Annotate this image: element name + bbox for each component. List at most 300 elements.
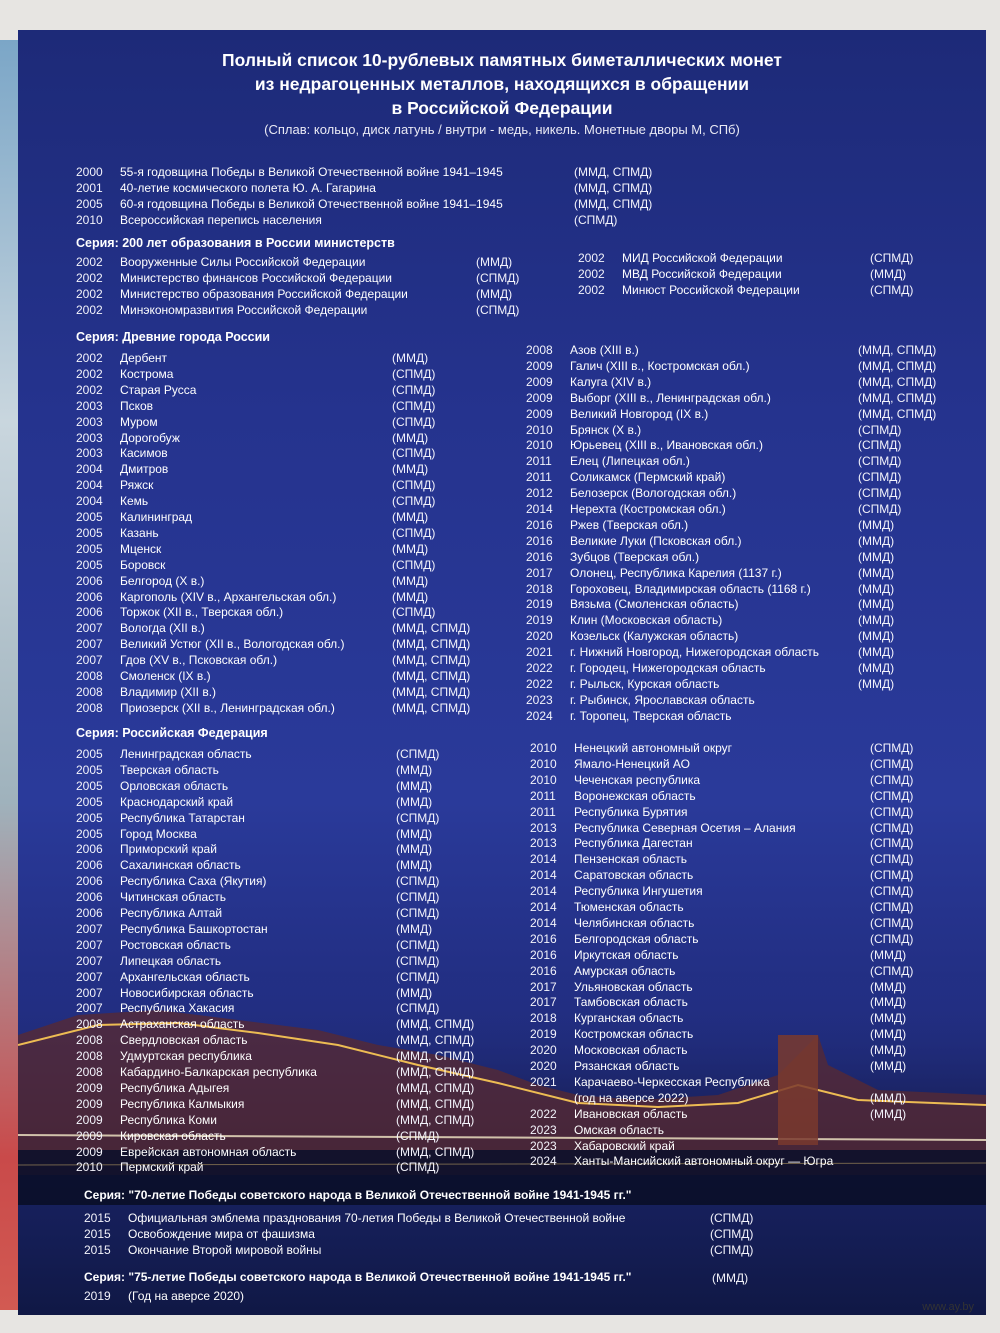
coin-mint: (ММД, СПМД): [858, 374, 937, 389]
coin-name: Нерехта (Костромская обл.): [570, 502, 726, 516]
coin-name: г. Нижний Новгород, Нижегородская область: [570, 645, 819, 660]
coin-mint: (ММД): [476, 255, 513, 269]
coin-mint: (СПМД): [710, 1227, 754, 1241]
coin-mint: (ММД, СПМД): [396, 1144, 475, 1159]
coin-year: 2008: [76, 1017, 103, 1032]
coin-year: 2008: [76, 1033, 103, 1048]
coin-name: Ненецкий автономный округ: [574, 741, 733, 755]
coin-year: 2003: [76, 446, 103, 461]
coin-mint: (СПМД): [392, 494, 436, 509]
coin-year: 2020: [530, 1043, 557, 1058]
coin-name: Казань: [120, 525, 159, 540]
coin-mint: (СПМД): [710, 1243, 754, 1257]
coin-year: 2010: [530, 741, 557, 755]
coin-name: Калуга (XIV в.): [570, 374, 652, 389]
coin-name: Республика Северная Осетия – Алания: [574, 820, 796, 835]
coin-mint: (СПМД): [870, 741, 914, 755]
coin-year: 2013: [530, 836, 557, 851]
coin-year: 2000: [76, 165, 103, 179]
coin-mint: (СПМД): [858, 470, 902, 485]
coin-mint: (СПМД): [870, 900, 914, 914]
coin-name: г. Рыльск, Курская область: [570, 676, 720, 691]
coin-year: 2005: [76, 557, 103, 572]
coin-mint: (ММД, СПМД): [858, 358, 937, 373]
coin-year: 2003: [76, 414, 103, 429]
coin-name: г. Торопец, Тверская область: [570, 708, 732, 723]
coin-mint: (ММД, СПМД): [396, 1096, 475, 1111]
coin-name: 55-я годовщина Победы в Великой Отечественной войне 1941–1945: [120, 165, 503, 179]
coin-year: 2021: [530, 1074, 557, 1089]
coin-name: Тюменская область: [574, 900, 684, 914]
coin-name: Муром: [120, 414, 158, 429]
coin-mint: (СПМД): [396, 874, 440, 889]
coin-year: 2009: [76, 1080, 103, 1095]
coin-year: 2021: [526, 645, 553, 660]
coin-year: 2005: [76, 810, 103, 825]
coin-name: Старая Русса: [120, 382, 197, 397]
coin-name: Республика Саха (Якутия): [120, 874, 267, 889]
coin-year: 2014: [526, 502, 553, 516]
coin-year: 2002: [76, 366, 103, 381]
coin-year: 2011: [530, 788, 556, 803]
coin-name: Калининград: [120, 510, 193, 524]
coin-year: 2014: [530, 852, 557, 867]
coin-name: Клин (Московская область): [570, 613, 723, 628]
coin-year: 2023: [530, 1138, 557, 1153]
coin-name: Кабардино-Балкарская республика: [120, 1065, 317, 1079]
coin-name: Дорогобуж: [120, 430, 180, 445]
coin-year: 2005: [76, 747, 103, 761]
series-title-ministries: Серия: 200 лет образования в России министерств: [76, 236, 395, 250]
coin-year: 2011: [526, 470, 552, 485]
coin-mint: (ММД): [396, 826, 433, 841]
coin-year: 2009: [526, 358, 553, 373]
coin-name: Архангельская область: [120, 969, 250, 984]
coin-year: 2024: [530, 1154, 557, 1169]
coin-name: (Год на аверсе 2020): [128, 1289, 245, 1303]
coin-name: Смоленск (IX в.): [120, 669, 211, 683]
coin-mint: (СПМД): [870, 852, 914, 867]
coin-name: Ульяновская область: [574, 979, 693, 994]
coin-year: 2011: [530, 804, 556, 819]
coin-name: Омская область: [574, 1122, 665, 1137]
coin-year: 2010: [530, 756, 557, 771]
coin-year: 2002: [578, 251, 605, 265]
coin-name: Вязьма (Смоленская область): [570, 597, 739, 612]
coin-mint: (СПМД): [870, 884, 914, 899]
coin-year: 2003: [76, 398, 103, 413]
coin-mint: (ММД): [858, 597, 895, 612]
coin-mint: (СПМД): [870, 820, 914, 835]
coin-year: 2010: [76, 213, 103, 227]
coin-mint: (СПМД): [858, 438, 902, 453]
coin-mint: (СПМД): [858, 454, 902, 469]
coin-mint: (ММД, СПМД): [574, 181, 653, 195]
coin-name: Ямало-Ненецкий АО: [574, 756, 690, 771]
coin-name: Зубцов (Тверская обл.): [570, 549, 700, 564]
title-line: в Российской Федерации: [391, 98, 613, 118]
coin-mint: (ММД, СПМД): [396, 1080, 475, 1095]
coin-mint: (ММД): [870, 1106, 907, 1121]
coin-mint: (СПМД): [392, 525, 436, 540]
coin-mint: (ММД): [392, 541, 429, 556]
coin-year: 2008: [76, 1049, 103, 1064]
coin-name: (год на аверсе 2022): [574, 1090, 689, 1105]
coin-year: 2020: [530, 1059, 557, 1073]
coin-name: Вооруженные Силы Российской Федерации: [120, 255, 366, 269]
coin-mint: (ММД): [870, 1043, 907, 1058]
page-title: [18, 48, 986, 120]
adjacent-page-edge: [0, 40, 20, 1310]
coin-year: 2007: [76, 637, 103, 652]
coin-mint: (ММД): [396, 921, 433, 936]
coin-year: 2005: [76, 197, 103, 211]
coin-name: Козельск (Калужская область): [570, 629, 739, 644]
coin-name: Кемь: [120, 494, 149, 509]
coin-year: 2020: [526, 629, 553, 644]
coin-name: Ростовская область: [120, 937, 231, 952]
coin-year: 2018: [526, 581, 553, 596]
coin-name: Окончание Второй мировой войны: [128, 1243, 322, 1257]
coin-mint: (СПМД): [396, 1001, 440, 1016]
coin-name: Липецкая область: [120, 953, 222, 968]
coin-mint: (СПМД): [396, 1160, 440, 1175]
coin-mint: (ММД): [870, 995, 907, 1010]
coin-mint: (СПМД): [710, 1211, 754, 1225]
coin-mint: (СПМД): [870, 283, 914, 297]
coin-year: 2002: [76, 271, 103, 285]
coin-mint: (ММД): [858, 645, 895, 660]
coin-mint: (ММД, СПМД): [392, 684, 471, 699]
coin-mint: (ММД): [858, 549, 895, 564]
coin-name: Саратовская область: [574, 868, 694, 883]
coin-mint: (СПМД): [396, 890, 440, 905]
coin-year: 2007: [76, 969, 103, 984]
coin-name: Азов (XIII в.): [570, 343, 639, 357]
coin-mint: (ММД, СПМД): [574, 165, 653, 179]
coin-name: Мценск: [120, 541, 162, 556]
coin-name: Гдов (XV в., Псковская обл.): [120, 653, 278, 668]
coin-year: 2005: [76, 525, 103, 540]
coin-mint: (СПМД): [476, 303, 520, 317]
coin-year: 2005: [76, 541, 103, 556]
coin-mint: (ММД, СПМД): [574, 197, 653, 211]
coin-year: 2023: [530, 1122, 557, 1137]
coin-year: 2017: [526, 565, 553, 580]
coin-name: Дербент: [120, 351, 168, 365]
coin-mint: (СПМД): [870, 868, 914, 883]
coin-name: Республика Татарстан: [120, 810, 245, 825]
coin-year: 2014: [530, 915, 557, 930]
coin-name: Республика Дагестан: [574, 836, 693, 851]
coin-name: Галич (XIII в., Костромская обл.): [570, 358, 750, 373]
coin-mint: (СПМД): [870, 788, 914, 803]
coin-name: Курганская область: [574, 1011, 684, 1026]
coin-year: 2015: [84, 1211, 111, 1225]
coin-year: 2005: [76, 510, 103, 524]
coin-year: 2008: [76, 1065, 103, 1079]
coin-name: Освобождение мира от фашизма: [128, 1227, 315, 1241]
title-line: Полный список 10-рублевых памятных биметаллических монет: [222, 50, 782, 70]
coin-year: 2002: [578, 283, 605, 297]
coin-year: 2019: [84, 1289, 111, 1303]
coin-year: 2002: [76, 255, 103, 269]
coin-name: Город Москва: [120, 826, 197, 841]
coin-mint: (ММД): [858, 517, 895, 532]
coin-year: 2016: [526, 533, 553, 548]
coin-year: 2014: [530, 868, 557, 883]
coin-name: Республика Ингушетия: [574, 884, 703, 899]
coin-name: Официальная эмблема празднования 70-летия Победы в Великой Отечественной войне: [128, 1211, 626, 1225]
coin-year: 2016: [526, 517, 553, 532]
series-title-rf: Серия: Российская Федерация: [76, 726, 268, 740]
coin-year: 2014: [530, 900, 557, 914]
coin-name: Республика Башкортостан: [120, 921, 268, 936]
coin-year: 2003: [76, 430, 103, 445]
coin-year: 2019: [526, 613, 553, 628]
coin-year: 2012: [526, 486, 553, 501]
coin-year: 2010: [526, 422, 553, 437]
coin-mint: (СПМД): [392, 478, 436, 493]
coin-name: 40-летие космического полета Ю. А. Гагарина: [120, 181, 376, 195]
coin-year: 2006: [76, 874, 103, 889]
coin-name: Краснодарский край: [120, 794, 234, 809]
coin-year: 2006: [76, 906, 103, 920]
coin-year: 2008: [76, 684, 103, 699]
coin-year: 2004: [76, 478, 103, 493]
coin-year: 2016: [530, 947, 557, 962]
coin-mint: (ММД): [396, 985, 433, 1000]
coin-name: Приморский край: [120, 842, 217, 857]
coin-name: Выборг (XIII в., Ленинградская обл.): [570, 390, 771, 405]
coin-year: 2022: [526, 661, 553, 675]
coin-mint: (ММД): [870, 1027, 907, 1042]
coin-mint: (СПМД): [392, 557, 436, 572]
coin-mint: (ММД): [870, 1090, 907, 1105]
coin-name: Великий Устюг (XII в., Вологодская обл.): [120, 637, 345, 652]
coin-year: 2009: [76, 1096, 103, 1111]
coin-name: Владимир (XII в.): [120, 684, 217, 699]
coin-year: 2007: [76, 653, 103, 668]
coin-year: 2008: [76, 669, 103, 683]
coin-name: Брянск (X в.): [570, 422, 642, 437]
coin-year: 2007: [76, 921, 103, 936]
series-75-mint: (ММД): [712, 1271, 749, 1285]
coin-year: 2006: [76, 890, 103, 905]
coin-mint: (ММД): [870, 947, 907, 962]
coin-mint: (СПМД): [396, 1128, 440, 1143]
coin-name: Ивановская область: [574, 1106, 688, 1121]
coin-mint: (ММД): [396, 842, 433, 857]
coin-mint: (ММД): [858, 676, 895, 691]
alloy-subtitle: (Сплав: кольцо, диск латунь / внутри - медь, никель. Монетные дворы М, СПб): [264, 122, 740, 137]
coin-mint: (СПМД): [396, 747, 440, 761]
coin-year: 2007: [76, 937, 103, 952]
series-title-cities: Серия: Древние города России: [76, 330, 270, 344]
coin-name: Челябинская область: [574, 915, 695, 930]
coin-year: 2005: [76, 826, 103, 841]
coin-mint: (ММД, СПМД): [396, 1065, 475, 1079]
series-title-75: Серия: "75-летие Победы советского народа в Великой Отечественной войне 1941-1945 гг.": [84, 1270, 632, 1284]
coin-mint: (СПМД): [870, 772, 914, 787]
coin-mint: (ММД, СПМД): [392, 637, 471, 652]
coin-year: 2023: [526, 692, 553, 707]
coin-name: Соликамск (Пермский край): [570, 470, 726, 485]
coin-mint: (СПМД): [870, 931, 914, 946]
coin-mint: (ММД): [396, 762, 433, 777]
coin-year: 2017: [530, 979, 557, 994]
coin-mint: (ММД): [392, 351, 429, 365]
coin-name: Чеченская республика: [574, 772, 701, 787]
coin-name: Боровск: [120, 557, 166, 572]
coin-year: 2007: [76, 1001, 103, 1016]
coin-mint: (СПМД): [396, 969, 440, 984]
coin-mint: (СПМД): [870, 963, 914, 978]
coin-name: Пензенская область: [574, 852, 688, 867]
coin-year: 2022: [530, 1106, 557, 1121]
coin-year: 2019: [530, 1027, 557, 1042]
coin-year: 2024: [526, 708, 553, 723]
coin-name: Ханты-Мансийский автономный округ — Югра: [574, 1154, 834, 1169]
coin-name: Удмуртская республика: [120, 1049, 252, 1064]
coin-mint: (ММД): [870, 1059, 907, 1073]
coin-mint: (ММД, СПМД): [858, 406, 937, 421]
coin-mint: (ММД): [870, 1011, 907, 1026]
coin-name: Хабаровский край: [574, 1138, 675, 1153]
coin-year: 2009: [76, 1144, 103, 1159]
coin-year: 2002: [76, 287, 103, 301]
coin-mint: (ММД, СПМД): [392, 669, 471, 683]
coin-mint: (ММД): [858, 613, 895, 628]
coin-year: 2019: [526, 597, 553, 612]
coin-name: Тамбовская область: [574, 995, 688, 1010]
coin-mint: (ММД): [858, 533, 895, 548]
coin-name: Сахалинская область: [120, 858, 241, 873]
coin-mint: (СПМД): [870, 915, 914, 930]
coin-year: 2015: [84, 1227, 111, 1241]
coin-mint: (ММД): [396, 858, 433, 873]
coin-name: Кострома: [120, 366, 174, 381]
coin-name: Минюст Российской Федерации: [622, 283, 800, 297]
coin-year: 2006: [76, 589, 103, 604]
title-line: из недрагоценных металлов, находящихся в обращении: [254, 74, 750, 94]
coin-mint: (ММД, СПМД): [858, 390, 937, 405]
coin-name: Республика Калмыкия: [120, 1096, 245, 1111]
coin-name: Московская область: [574, 1043, 688, 1058]
coin-year: 2010: [530, 772, 557, 787]
coin-mint: (СПМД): [392, 398, 436, 413]
series-title-70: Серия: "70-летие Победы советского народа в Великой Отечественной войне 1941-1945 гг.": [84, 1188, 632, 1202]
coin-mint: (ММД): [392, 462, 429, 477]
coin-name: Республика Бурятия: [574, 804, 688, 819]
coin-year: 2013: [530, 820, 557, 835]
coin-name: Костромская область: [574, 1027, 694, 1042]
coin-year: 2016: [530, 931, 557, 946]
coin-year: 2007: [76, 621, 103, 636]
coin-year: 2009: [526, 374, 553, 389]
coin-year: 2017: [530, 995, 557, 1010]
coin-name: г. Городец, Нижегородская область: [570, 661, 766, 675]
coin-mint: (ММД, СПМД): [392, 621, 471, 636]
coin-name: Ленинградская область: [120, 747, 252, 761]
coin-year: 2016: [526, 549, 553, 564]
coin-name: Еврейская автономная область: [120, 1144, 297, 1159]
coin-year: 2016: [530, 963, 557, 978]
coin-name: Каргополь (XIV в., Архангельская обл.): [120, 589, 337, 604]
coin-mint: (ММД): [870, 979, 907, 994]
coin-name: Великий Новгород (IX в.): [570, 406, 709, 421]
coin-name: Республика Адыгея: [120, 1080, 230, 1095]
coin-mint: (СПМД): [396, 810, 440, 825]
coin-name: Торжок (XII в., Тверская обл.): [120, 605, 284, 620]
coin-mint: (ММД, СПМД): [392, 700, 471, 715]
coin-name: Новосибирская область: [120, 985, 254, 1000]
coin-mint: (СПМД): [392, 605, 436, 620]
coin-name: Пермский край: [120, 1160, 204, 1175]
coin-year: 2009: [76, 1112, 103, 1127]
coin-year: 2007: [76, 985, 103, 1000]
coin-year: 2005: [76, 794, 103, 809]
coin-mint: (ММД): [396, 778, 433, 793]
coin-mint: (ММД): [870, 267, 907, 281]
coin-name: Республика Алтай: [120, 906, 223, 920]
coin-mint: (ММД): [392, 573, 429, 588]
coin-year: 2001: [76, 181, 103, 195]
coin-mint: (ММД): [392, 510, 429, 524]
coin-mint: (СПМД): [392, 366, 436, 381]
coin-name: г. Рыбинск, Ярославская область: [570, 692, 755, 707]
coin-name: Республика Хакасия: [120, 1001, 235, 1016]
coin-name: Министерство образования Российской Федерации: [120, 287, 408, 301]
coin-year: 2022: [526, 676, 553, 691]
coin-name: Всероссийская перепись населения: [120, 213, 322, 227]
coin-name: Астраханская область: [120, 1017, 245, 1032]
coin-name: МИД Российской Федерации: [622, 251, 783, 265]
coin-year: 2009: [526, 390, 553, 405]
coin-mint: (ММД, СПМД): [396, 1112, 475, 1127]
coin-year: 2014: [530, 884, 557, 899]
coin-mint: (ММД, СПМД): [396, 1017, 475, 1032]
coin-mint: (ММД, СПМД): [392, 653, 471, 668]
coin-year: 2006: [76, 573, 103, 588]
coin-year: 2010: [76, 1160, 103, 1175]
coin-mint: (СПМД): [396, 906, 440, 920]
coin-name: Амурская область: [574, 963, 676, 978]
coin-name: Ржев (Тверская обл.): [570, 517, 689, 532]
coin-mint: (ММД): [392, 589, 429, 604]
watermark: www.ay.by: [922, 1301, 974, 1313]
coin-name: Министерство финансов Российской Федерации: [120, 271, 392, 285]
coin-mint: (ММД, СПМД): [396, 1049, 475, 1064]
coin-year: 2002: [578, 267, 605, 281]
coin-name: Орловская область: [120, 778, 229, 793]
coin-mint: (ММД): [858, 565, 895, 580]
coin-year: 2008: [526, 343, 553, 357]
coin-name: 60-я годовщина Победы в Великой Отечественной войне 1941–1945: [120, 197, 503, 211]
coin-name: Иркутская область: [574, 947, 679, 962]
coin-year: 2002: [76, 303, 103, 317]
coin-mint: (ММД, СПМД): [396, 1033, 475, 1048]
coin-name: Белозерск (Вологодская обл.): [570, 486, 737, 501]
coin-mint: (СПМД): [870, 251, 914, 265]
coin-name: Рязанская область: [574, 1059, 680, 1073]
coin-name: Псков: [120, 398, 154, 413]
coin-year: 2004: [76, 462, 103, 477]
coin-list-board: [18, 30, 986, 1315]
coin-mint: (СПМД): [396, 953, 440, 968]
coin-year: 2006: [76, 842, 103, 857]
coin-name: Карачаево-Черкесская Республика: [574, 1074, 770, 1089]
